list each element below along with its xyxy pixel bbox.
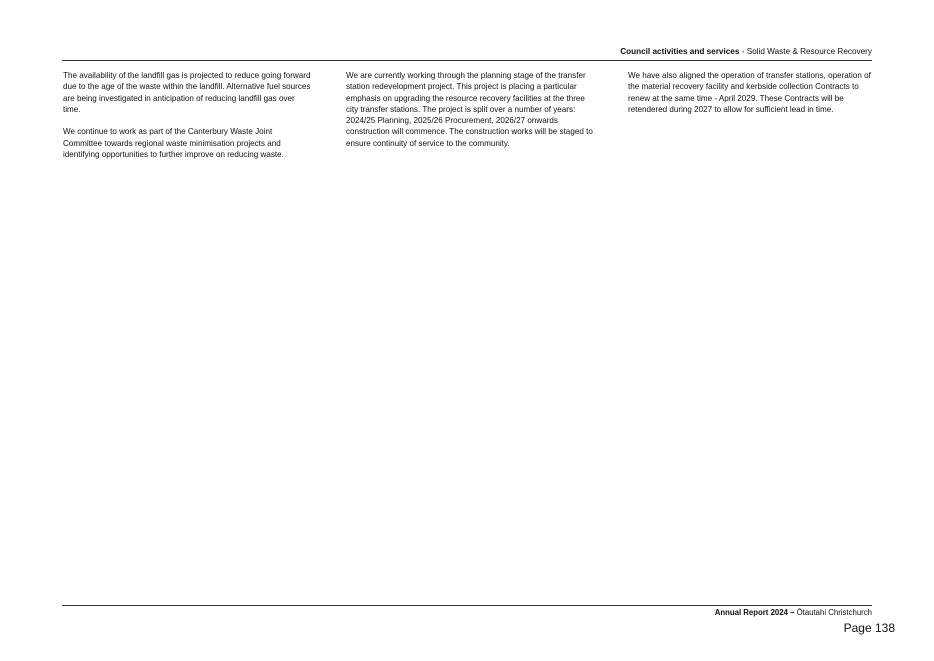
footer-report-title: Annual Report 2024 – (714, 608, 795, 617)
page-number: Page 138 (843, 621, 895, 635)
paragraph: We are currently working through the planning stage of the transfer station redevelopment project. This project is placing a particular emphasis on upgrading the resource recovery facilities at the three city transfer stations. The project is split over a number of years: 2024/25 Planning, 2025/26 Procurement, 2026/27 onwards construction will commence. The construction works will be staged to ensure continuity of service to the community. (346, 71, 593, 148)
text-column-1 (63, 70, 313, 172)
header-section-title: Council activities and services (620, 47, 740, 56)
running-footer (715, 608, 872, 617)
text-column-2 (346, 70, 596, 160)
header-divider (62, 60, 872, 61)
paragraph: We have also aligned the operation of transfer stations, operation of the material recovery facility and kerbside collection Contracts to renew at the same time - April 2029. These Contracts will be retendered during 2027 to allow for sufficient lead in time. (628, 71, 871, 114)
footer-report-location: Ōtautahi Christchurch (794, 608, 872, 617)
paragraph: We continue to work as part of the Canterbury Waste Joint Committee towards regional waste minimisation projects and identifying opportunities to further improve on reducing waste. (63, 127, 284, 160)
footer-divider (62, 605, 872, 606)
text-column-3 (628, 70, 878, 126)
running-header (620, 47, 872, 56)
paragraph: The availability of the landfill gas is projected to reduce going forward due to the age of the waste within the landfill. Alternative fuel sources are being investigated in anticipation of reducing landfill gas over time. (63, 71, 311, 114)
header-section-subtitle: - Solid Waste & Resource Recovery (739, 47, 872, 56)
